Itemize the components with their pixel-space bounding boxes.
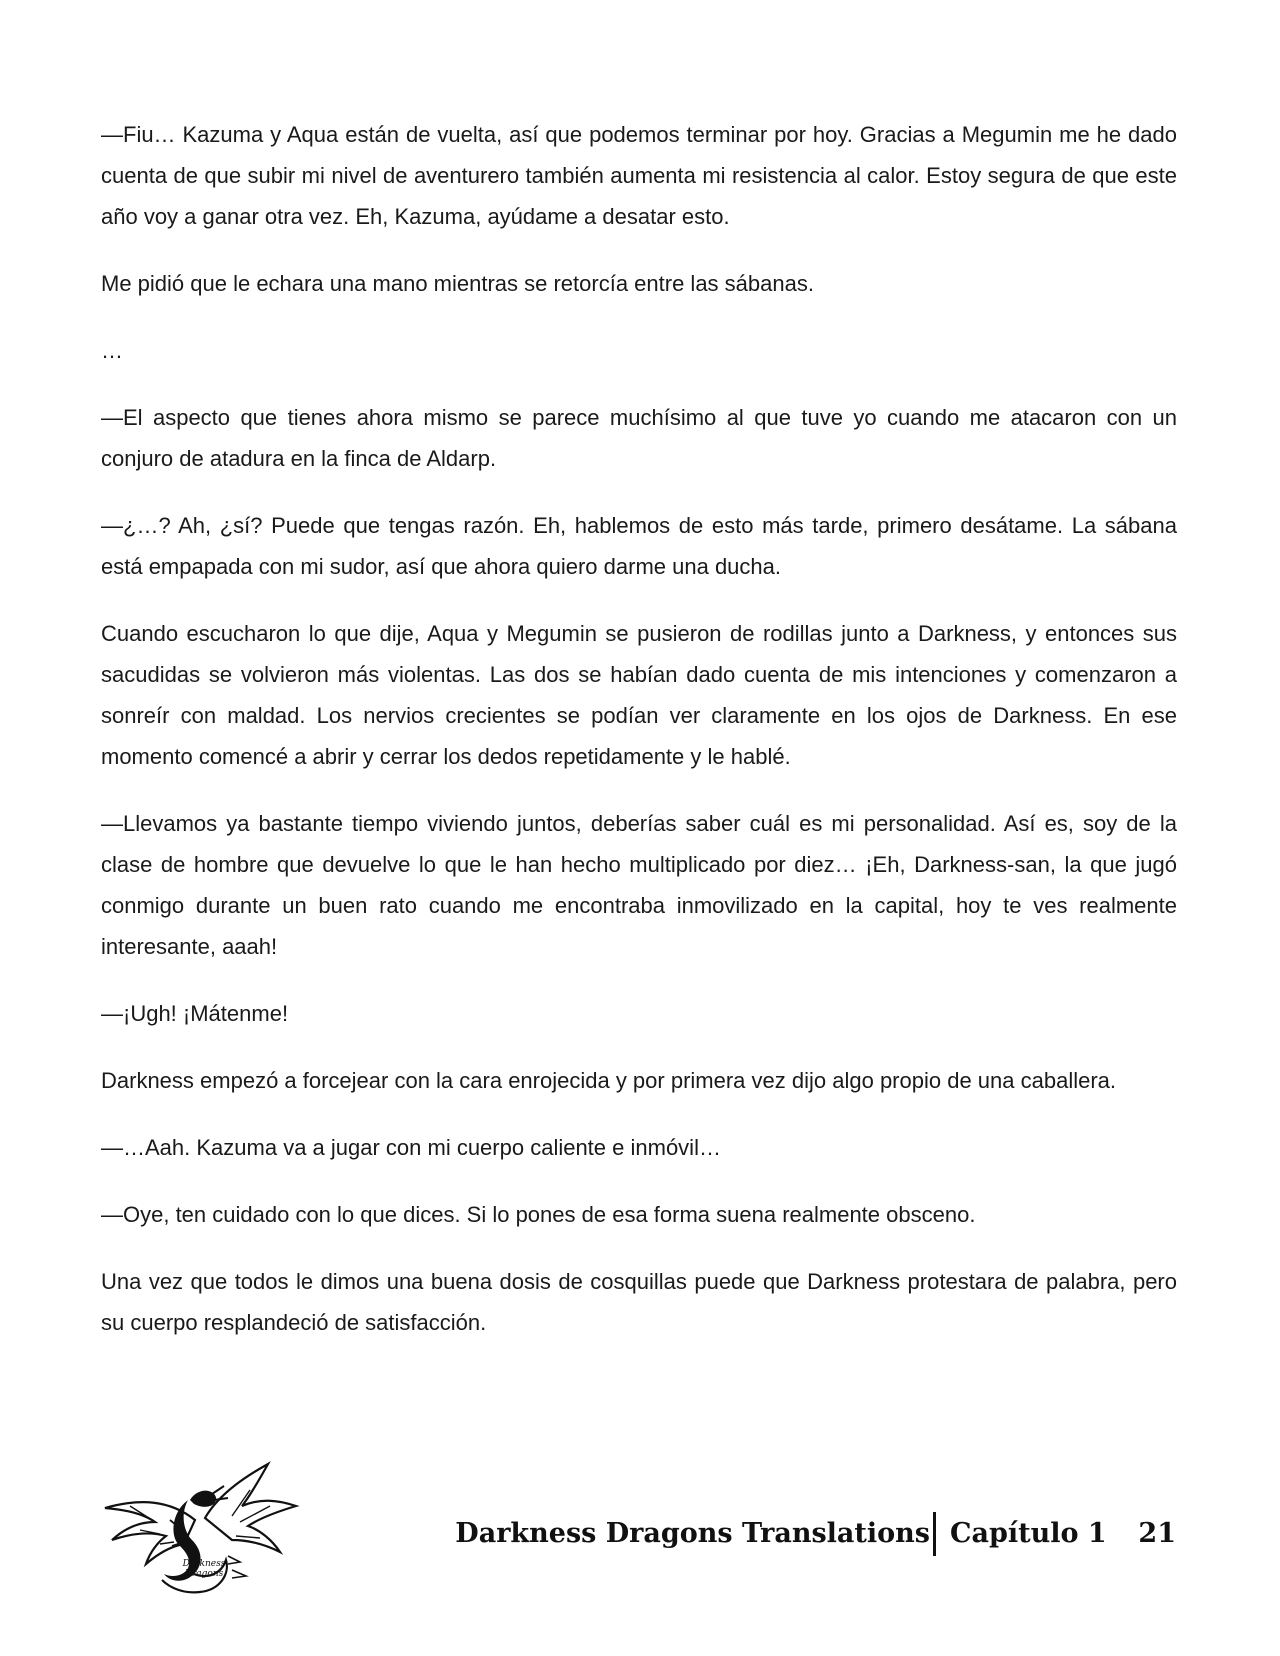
page-number: 21: [1138, 1518, 1176, 1549]
paragraph: —¡Ugh! ¡Mátenme!: [101, 1001, 289, 1026]
paragraph: —Fiu… Kazuma y Aqua están de vuelta, así que podemos terminar por hoy. Gracias a Megumin me he dado cuenta de que subir mi nivel de aventurero también aumenta mi resistencia al calor. Estoy segura de que este año voy a ganar otra vez. Eh, Kazuma, ayúdame a desatar esto.: [101, 122, 1177, 229]
logo-text-line1: Darkness: [182, 1559, 226, 1569]
paragraph: —El aspecto que tienes ahora mismo se parece muchísimo al que tuve yo cuando me atacaron con un conjuro de atadura en la finca de Aldarp.: [101, 405, 1177, 471]
logo-text-line2: Dragons: [184, 1569, 224, 1579]
paragraph: Me pidió que le echara una mano mientras se retorcía entre las sábanas.: [101, 271, 814, 296]
paragraph: Cuando escucharon lo que dije, Aqua y Megumin se pusieron de rodillas junto a Darkness, y entonces sus sacudidas se volvieron más violentas. Las dos se habían dado cuenta de mis intenciones y comenzaron a sonreír con maldad. Los nervios crecientes se podían ver claramente en los ojos de Darkness. En ese momento comencé a abrir y cerrar los dedos repetidamente y le hablé.: [101, 621, 1177, 769]
paragraph: Darkness empezó a forcejear con la cara enrojecida y por primera vez dijo algo propio de una caballera.: [101, 1068, 1116, 1093]
paragraph: —Oye, ten cuidado con lo que dices. Si lo pones de esa forma suena realmente obsceno.: [101, 1202, 976, 1227]
page-footer: [0, 1460, 1280, 1630]
paragraph: —…Aah. Kazuma va a jugar con mi cuerpo caliente e inmóvil…: [101, 1135, 721, 1160]
paragraph: —¿…? Ah, ¿sí? Puede que tengas razón. Eh, hablemos de esto más tarde, primero desátame. La sábana está empapada con mi sudor, así que ahora quiero darme una ducha.: [101, 513, 1177, 579]
footer-divider: [933, 1512, 936, 1556]
paragraph: —Llevamos ya bastante tiempo viviendo juntos, deberías saber cuál es mi personalidad. Así es, soy de la clase de hombre que devuelve lo que le han hecho multiplicado por diez… ¡Eh, Darkness-san, la que jugó conmigo durante un buen rato cuando me encontraba inmovilizado en la capital, hoy te ves realmente interesante, aaah!: [101, 811, 1177, 959]
dragon-logo-icon: [100, 1460, 300, 1600]
paragraph: …: [101, 338, 123, 363]
body-text: [101, 114, 1177, 1369]
translator-credit: Darkness Dragons Translations: [455, 1518, 930, 1549]
chapter-label: Capítulo 1: [950, 1518, 1107, 1549]
paragraph: Una vez que todos le dimos una buena dosis de cosquillas puede que Darkness protestara de palabra, pero su cuerpo resplandeció de satisfacción.: [101, 1269, 1177, 1335]
